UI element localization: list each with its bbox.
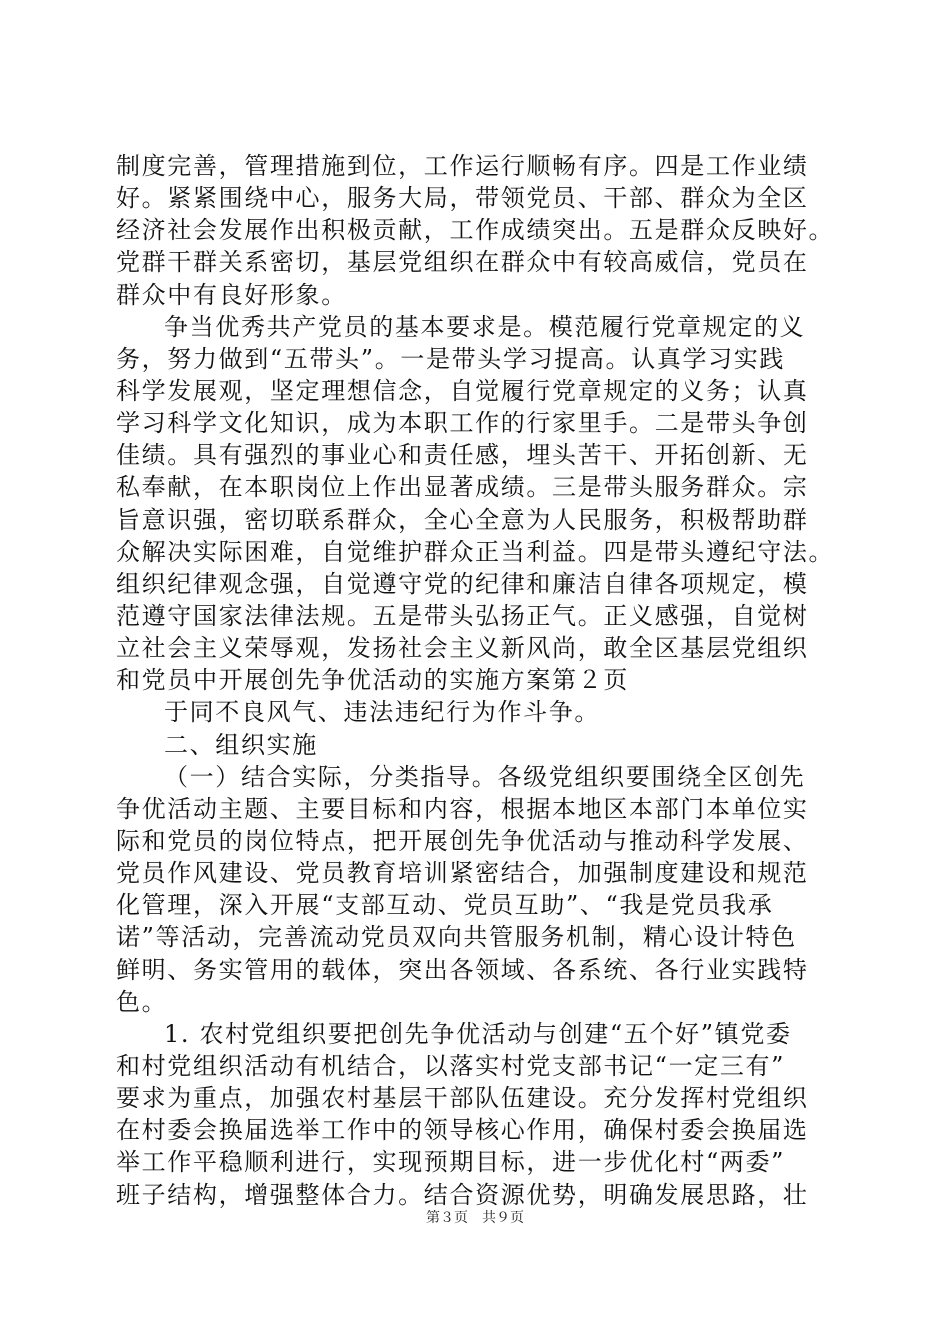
text-line: 诺”等活动，完善流动党员双向共管服务机制，精心设计特色 <box>116 923 797 952</box>
page-footer <box>0 1208 950 1228</box>
text-line: 班子结构，增强整体合力。结合资源优势，明确发展思路，壮 <box>116 1180 809 1209</box>
text-line: 范遵守国家法律法规。五是带头弘扬正气。正义感强，自觉树 <box>116 601 809 630</box>
text-line: 好。紧紧围绕中心，服务大局，带领党员、干部、群众为全区 <box>116 184 809 213</box>
text-line: 组织纪律观念强，自觉遵守党的纪律和廉洁自律各项规定，模 <box>116 569 809 598</box>
text-line: 举工作平稳顺利进行，实现预期目标，进一步优化村“两委” <box>116 1148 786 1177</box>
text-line: 党群干群关系密切，基层党组织在群众中有较高威信，党员在 <box>116 248 809 277</box>
text-line: 学习科学文化知识，成为本职工作的行家里手。二是带头争创 <box>116 409 809 438</box>
text-line: 鲜明、务实管用的载体，突出各领域、各系统、各行业实践特 <box>116 955 809 984</box>
text-line: 经济社会发展作出积极贡献，工作成绩突出。五是群众反映好。 <box>116 216 835 245</box>
text-line: 和党员中开展创先争优活动的实施方案第２页 <box>116 666 629 695</box>
text-line: 和村党组织活动有机结合，以落实村党支部书记“一定三有” <box>116 1051 786 1080</box>
text-line: 佳绩。具有强烈的事业心和责任感，埋头苦干、开拓创新、无 <box>116 441 809 470</box>
text-line: 色。 <box>116 987 168 1016</box>
text-line: 科学发展观，坚定理想信念，自觉履行党章规定的义务；认真 <box>116 376 809 405</box>
text-line: 务，努力做到“五带头”。一是带头学习提高。认真学习实践 <box>116 344 786 373</box>
text-line: 群众中有良好形象。 <box>116 280 347 309</box>
text-line: 要求为重点，加强农村基层干部队伍建设。充分发挥村党组织 <box>116 1084 809 1113</box>
text-line: 众解决实际困难，自觉维护群众正当利益。四是带头遵纪守法。 <box>116 537 835 566</box>
section-heading: 二、组织实施 <box>164 730 318 759</box>
document-body <box>116 150 836 1211</box>
text-line: 党员作风建设、党员教育培训紧密结合，加强制度建设和规范 <box>116 859 809 888</box>
text-line: 争优活动主题、主要目标和内容，根据本地区本部门本单位实 <box>116 794 809 823</box>
paragraph-start-line: （一）结合实际，分类指导。各级党组织要围绕全区创先 <box>164 762 806 791</box>
text-line: 私奉献，在本职岗位上作出显著成绩。三是带头服务群众。宗 <box>116 473 809 502</box>
text-line: 旨意识强，密切联系群众，全心全意为人民服务，积极帮助群 <box>116 505 809 534</box>
paragraph-start-line: 1. 农村党组织要把创先争优活动与创建“五个好”镇党委 <box>164 1019 792 1048</box>
paragraph-start-line: 争当优秀共产党员的基本要求是。模范履行党章规定的义 <box>164 312 806 341</box>
page-number-label: 第３页 共９页 <box>426 1210 524 1226</box>
text-line: 际和党员的岗位特点，把开展创先争优活动与推动科学发展、 <box>116 826 809 855</box>
text-line: 化管理，深入开展“支部互动、党员互助”、“我是党员我承 <box>116 891 774 920</box>
text-line: 制度完善，管理措施到位，工作运行顺畅有序。四是工作业绩 <box>116 152 809 180</box>
text-line: 在村委会换届选举工作中的领导核心作用，确保村委会换届选 <box>116 1116 809 1145</box>
paragraph-start-line: 于同不良风气、违法违纪行为作斗争。 <box>164 698 601 727</box>
text-line: 立社会主义荣辱观，发扬社会主义新风尚，敢全区基层党组织 <box>116 634 809 663</box>
